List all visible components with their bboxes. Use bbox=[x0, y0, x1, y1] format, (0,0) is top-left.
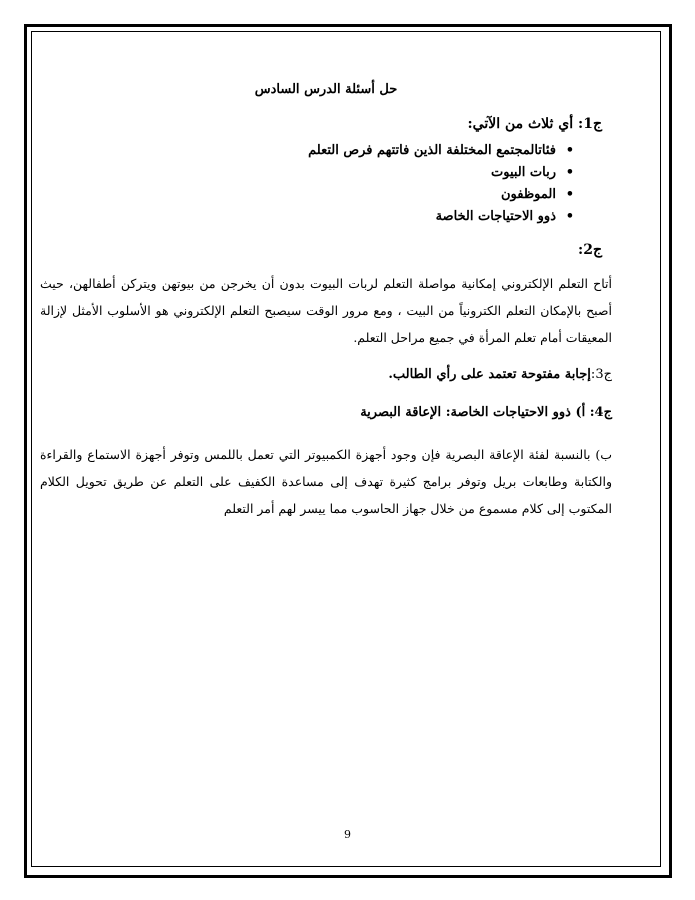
answer-1-heading: ج1: أي ثلاث من الآتي: bbox=[467, 116, 602, 132]
answer-4-text: ب) بالنسبة لفئة الإعاقة البصرية فإن وجود أجهزة الكمبيوتر التي تعمل باللمس وتوفر أجهزة الاستماع والقراءة والكتابة وطابعات بريل وتوفر برامج كثيرة تهدف إلى مساعدة الكفيف على التعلم عن طريق تحويل الكلام المكتوب إلى كلام مسموع من خلال جهاز الحاسوب مما ييسر لهم أمر التعلم bbox=[40, 447, 612, 516]
page-number: 9 bbox=[344, 828, 351, 841]
answer-3-text: إجابة مفتوحة تعتمد على رأي الطالب. bbox=[388, 367, 591, 382]
list-item: • الموظفون bbox=[40, 184, 574, 206]
list-item: • فئاتالمجتمع المختلفة الذين فاتتهم فرص التعلم bbox=[40, 140, 574, 162]
answer-2-heading: ج2: bbox=[578, 242, 602, 258]
document-body bbox=[40, 80, 612, 522]
answer-3 bbox=[40, 365, 612, 385]
answer-3-prefix: ج3: bbox=[590, 367, 612, 382]
answer-1-list bbox=[40, 140, 574, 228]
page-title: حل أسئلة الدرس السادس bbox=[254, 82, 398, 97]
list-item: • ذوو الاحتياجات الخاصة bbox=[40, 206, 574, 228]
list-item: • ربات البيوت bbox=[40, 162, 574, 184]
answer-2-text: أتاح التعلم الإلكتروني إمكانية مواصلة التعلم لربات البيوت بدون أن يخرجن من بيوتهن ويتركن أطفالهن، حيث أصبح بالإمكان التعلم الكترونياً من البيت ، ومع مرور الوقت سيصبح التعلم الإلكتروني هو الأسلوب الأمثل لإزالة المعيقات أمام تعلم المرأة في جميع مراحل التعلم. bbox=[40, 276, 612, 345]
answer-4-heading: ج4: أ) ذوو الاحتياجات الخاصة: الإعاقة البصرية bbox=[360, 405, 612, 420]
